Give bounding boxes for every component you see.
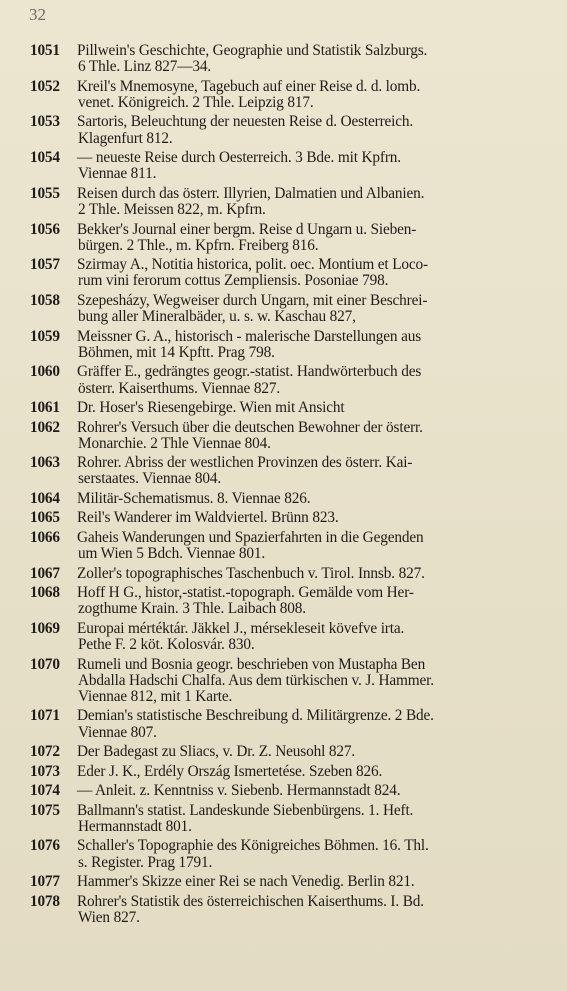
- entry-number: 1067: [30, 564, 60, 582]
- entry-text-line: 2 Thle. Meissen 822, m. Kpfrn.: [78, 201, 266, 219]
- entry-text-line: Szirmay A., Notitia historica, polit. oec. Montium et Loco-: [77, 256, 428, 274]
- catalog-entry: [0, 708, 567, 740]
- entry-text-line: Ballmann's statist. Landeskunde Siebenbürgens. 1. Heft.: [77, 801, 414, 819]
- entry-text-line: Bekker's Journal einer bergm. Reise d Ungarn u. Sieben-: [77, 220, 417, 238]
- entry-text-line: Zoller's topographisches Taschenbuch v. Tirol. Innsb. 827.: [77, 564, 425, 582]
- entry-text-line: zogthume Krain. 3 Thle. Laibach 808.: [78, 600, 306, 618]
- entry-text: [77, 566, 539, 582]
- entry-number: 1066: [30, 528, 60, 546]
- entry-text-line: Reisen durch das österr. Illyrien, Dalmatien und Albanien.: [77, 184, 425, 202]
- entry-text-line: venet. Königreich. 2 Thle. Leipzig 817.: [78, 93, 314, 111]
- entry-number: 1057: [30, 256, 60, 274]
- entry-text-line: Gräffer E., gedrängtes geogr.-statist. Handwörterbuch des: [77, 363, 422, 381]
- entry-text-line: Rohrer's Versuch über die deutschen Bewohner der österr.: [77, 418, 423, 436]
- entry-number: 1059: [30, 327, 60, 345]
- entry-number: 1052: [30, 77, 60, 95]
- entry-text-line: 6 Thle. Linz 827—34.: [78, 58, 212, 76]
- catalog-entry: [0, 530, 567, 562]
- entry-text: [77, 186, 539, 218]
- catalog-entry: [0, 621, 567, 653]
- entry-text-line: Demian's statistische Beschreibung d. Militärgrenze. 2 Bde.: [77, 707, 434, 725]
- catalog-entry: [0, 420, 567, 452]
- entry-text-line: Szepesházy, Wegweiser durch Ungarn, mit einer Beschrei-: [77, 291, 428, 309]
- entry-number: 1064: [30, 489, 60, 507]
- entry-text: [77, 744, 539, 760]
- entry-text: [77, 222, 539, 254]
- catalog-entry: [0, 114, 567, 146]
- entry-number: 1061: [30, 399, 60, 417]
- catalog-entry: [0, 874, 567, 890]
- entry-text-line: rum vini ferorum cottus Zempliensis. Posoniae 798.: [78, 272, 389, 290]
- entry-number: 1063: [30, 454, 60, 472]
- entry-text-line: — Anleit. z. Kenntniss v. Siebenb. Hermannstadt 824.: [77, 782, 401, 800]
- catalog-entry: [0, 838, 567, 870]
- entry-text: [77, 455, 539, 487]
- entry-number: 1068: [30, 584, 60, 602]
- entry-number: 1075: [30, 801, 60, 819]
- entry-text-line: Rumeli und Bosnia geogr. beschrieben von Mustapha Ben: [77, 655, 426, 673]
- catalog-list: [0, 43, 567, 926]
- entry-text-line: Monarchie. 2 Thle Viennae 804.: [78, 434, 271, 452]
- catalog-entry: [0, 455, 567, 487]
- entry-text: [77, 764, 539, 780]
- entry-number: 1058: [30, 291, 60, 309]
- catalog-entry: [0, 257, 567, 289]
- entry-text-line: Schaller's Topographie des Königreiches Böhmen. 16. Thl.: [77, 837, 429, 855]
- catalog-entry: [0, 329, 567, 361]
- entry-text: [77, 364, 539, 396]
- entry-text-line: Hammer's Skizze einer Rei se nach Venedig. Berlin 821.: [77, 873, 415, 891]
- entry-text-line: Sartoris, Beleuchtung der neuesten Reise d. Oesterreich.: [77, 113, 414, 131]
- entry-number: 1072: [30, 743, 60, 761]
- entry-text: [77, 420, 539, 452]
- entry-text: [77, 783, 539, 799]
- entry-number: 1076: [30, 837, 60, 855]
- catalog-entry: [0, 585, 567, 617]
- entry-number: 1073: [30, 762, 60, 780]
- entry-text-line: Viennae 811.: [78, 165, 157, 183]
- entry-text-line: Reil's Wanderer im Waldviertel. Brünn 823.: [77, 509, 339, 527]
- catalog-entry: [0, 803, 567, 835]
- entry-text-line: Kreil's Mnemosyne, Tagebuch auf einer Reise d. d. lomb.: [77, 77, 421, 95]
- entry-text: [77, 894, 539, 926]
- page-number: 32: [29, 5, 46, 24]
- entry-text: [77, 400, 539, 416]
- entry-number: 1053: [30, 113, 60, 131]
- entry-text: [77, 803, 539, 835]
- entry-text: [77, 621, 539, 653]
- catalog-entry: [0, 222, 567, 254]
- entry-text: [77, 293, 539, 325]
- entry-text: [77, 585, 539, 617]
- entry-text: [77, 43, 539, 75]
- entry-text-line: Der Badegast zu Sliacs, v. Dr. Z. Neusohl 827.: [77, 743, 356, 761]
- entry-text-line: Pethe F. 2 köt. Kolosvár. 830.: [78, 636, 255, 654]
- entry-text: [77, 150, 539, 182]
- entry-text: [77, 79, 539, 111]
- entry-text-line: Rohrer's Statistik des österreichischen Kaiserthums. I. Bd.: [77, 892, 424, 910]
- entry-text: [77, 530, 539, 562]
- entry-text-line: Dr. Hoser's Riesengebirge. Wien mit Ansicht: [77, 399, 345, 417]
- entry-text-line: Militär-Schematismus. 8. Viennae 826.: [77, 489, 311, 507]
- catalog-entry: [0, 764, 567, 780]
- entry-text: [77, 329, 539, 361]
- entry-text-line: Wien 827.: [78, 908, 140, 926]
- entry-number: 1054: [30, 149, 60, 167]
- entry-number: 1060: [30, 363, 60, 381]
- entry-number: 1074: [30, 782, 60, 800]
- catalog-entry: [0, 783, 567, 799]
- entry-text: [77, 874, 539, 890]
- entry-text-line: Abdalla Hadschi Chalfa. Aus dem türkischen v. J. Hammer.: [78, 671, 434, 689]
- catalog-entry: [0, 566, 567, 582]
- catalog-entry: [0, 657, 567, 706]
- entry-number: 1056: [30, 220, 60, 238]
- entry-number: 1077: [30, 873, 60, 891]
- catalog-entry: [0, 510, 567, 526]
- entry-text-line: Eder J. K., Erdély Ország Ismertetése. Szeben 826.: [77, 762, 383, 780]
- entry-text-line: serstaates. Viennae 804.: [78, 470, 222, 488]
- entry-text: [77, 708, 539, 740]
- entry-text: [77, 657, 539, 706]
- entry-text: [77, 257, 539, 289]
- catalog-entry: [0, 186, 567, 218]
- entry-text-line: Europai mértéktár. Jäkkel J., mérsekleseit kövefve irta.: [77, 619, 405, 637]
- entry-text-line: bürgen. 2 Thle., m. Kpfrn. Freiberg 816.: [78, 236, 319, 254]
- entry-text-line: Hoff H G., histor,-statist.-topograph. Gemälde vom Her-: [77, 584, 414, 602]
- entry-number: 1071: [30, 707, 60, 725]
- entry-text: [77, 510, 539, 526]
- entry-text-line: österr. Kaiserthums. Viennae 827.: [78, 379, 281, 397]
- catalog-entry: [0, 150, 567, 182]
- entry-number: 1062: [30, 418, 60, 436]
- catalog-entry: [0, 744, 567, 760]
- entry-text-line: Viennae 807.: [78, 723, 157, 741]
- catalog-entry: [0, 43, 567, 75]
- entry-text-line: bung aller Mineralbäder, u. s. w. Kaschau 827,: [78, 308, 356, 326]
- entry-text-line: Rohrer. Abriss der westlichen Provinzen des österr. Kai-: [77, 454, 413, 472]
- catalog-entry: [0, 364, 567, 396]
- entry-text: [77, 114, 539, 146]
- entry-text-line: Pillwein's Geschichte, Geographie und Statistik Salzburgs.: [77, 42, 428, 59]
- catalog-entry: [0, 894, 567, 926]
- entry-text-line: Gaheis Wanderungen und Spazierfahrten in die Gegenden: [77, 528, 424, 546]
- entry-number: 1055: [30, 184, 60, 202]
- entry-number: 1051: [30, 42, 60, 59]
- catalog-entry: [0, 400, 567, 416]
- entry-text: [77, 491, 539, 507]
- entry-text-line: um Wien 5 Bdch. Viennae 801.: [78, 545, 266, 563]
- entry-number: 1065: [30, 509, 60, 527]
- entry-text-line: Viennae 812, mit 1 Karte.: [78, 687, 233, 705]
- entry-text: [77, 838, 539, 870]
- entry-text-line: — neueste Reise durch Oesterreich. 3 Bde. mit Kpfrn.: [77, 149, 401, 167]
- catalog-entry: [0, 491, 567, 507]
- catalog-entry: [0, 79, 567, 111]
- entry-text-line: Klagenfurt 812.: [78, 129, 173, 147]
- entry-text-line: Hermannstadt 801.: [78, 817, 192, 835]
- catalog-entry: [0, 293, 567, 325]
- entry-text-line: s. Register. Prag 1791.: [78, 853, 213, 871]
- entry-text-line: Böhmen, mit 14 Kpftt. Prag 798.: [78, 343, 275, 361]
- entry-text-line: Meissner G. A., historisch - malerische Darstellungen aus: [77, 327, 422, 345]
- entry-number: 1078: [30, 892, 60, 910]
- entry-number: 1070: [30, 655, 60, 673]
- entry-number: 1069: [30, 619, 60, 637]
